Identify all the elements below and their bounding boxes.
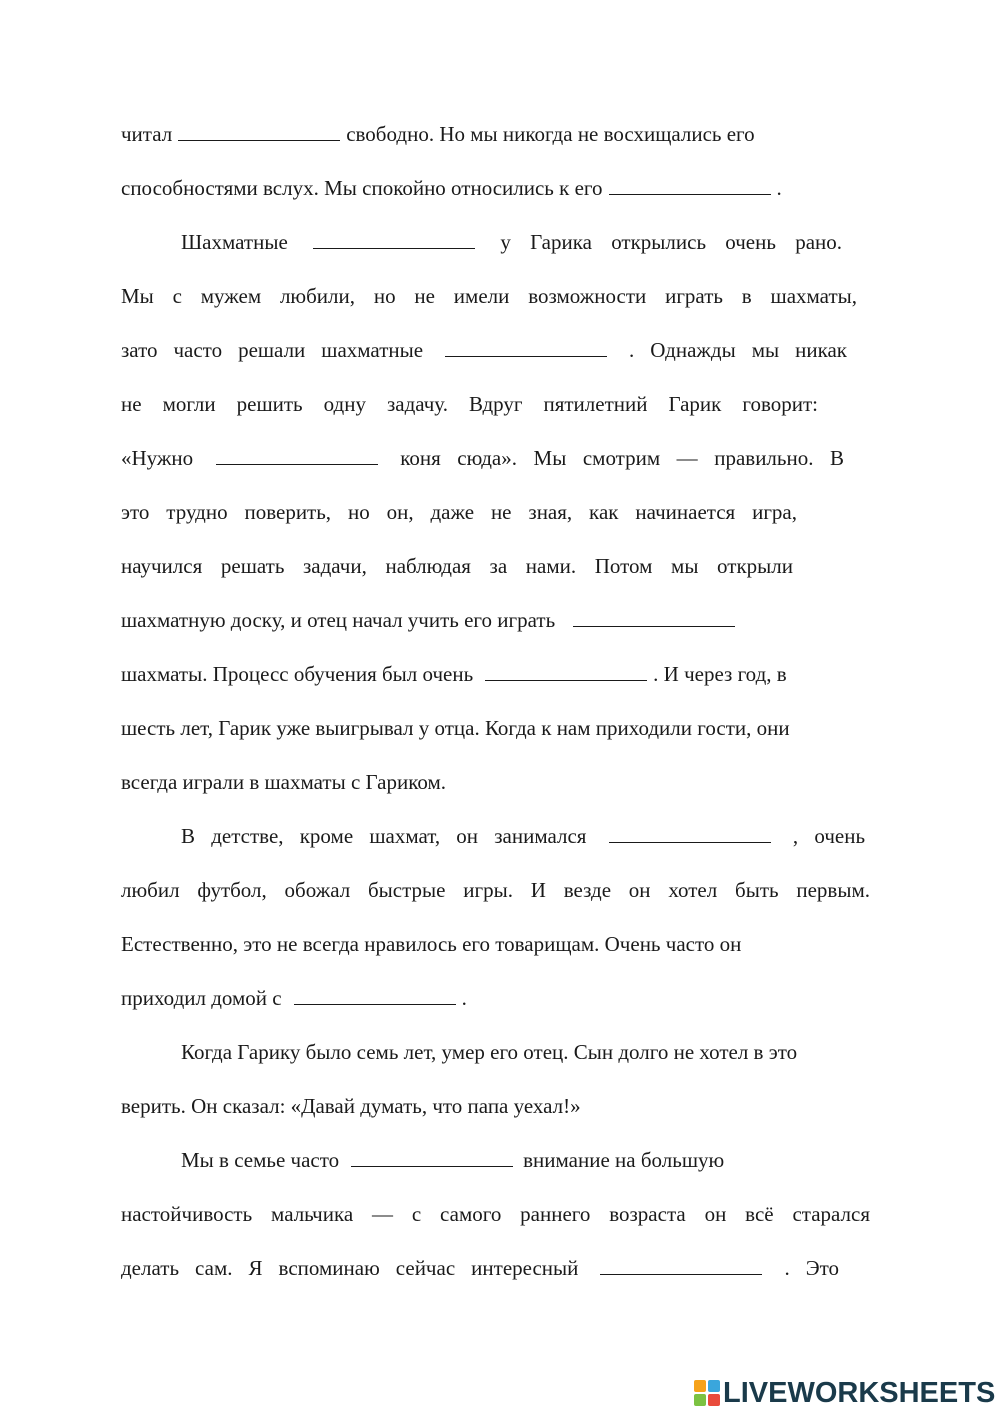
answer-blank-4[interactable] xyxy=(445,338,607,357)
answer-blank-5[interactable] xyxy=(216,446,378,465)
answer-blank-2[interactable] xyxy=(609,176,771,195)
text-line-20: Мы в семье часто внимание на большую xyxy=(181,1148,725,1172)
text-line-11: шахматы. Процесс обучения был очень . И через год, в xyxy=(121,662,787,686)
text-line-4: Мы с мужем любили, но не имели возможности играть в шахматы, xyxy=(121,284,857,308)
answer-blank-3[interactable] xyxy=(313,230,475,249)
answer-blank-10[interactable] xyxy=(351,1148,513,1167)
answer-blank-1[interactable] xyxy=(178,122,340,141)
answer-blank-6[interactable] xyxy=(573,608,735,627)
brand-logo-icon xyxy=(694,1380,720,1406)
text-line-12: шесть лет, Гарик уже выигрывал у отца. Когда к нам приходили гости, они xyxy=(121,716,790,740)
answer-blank-8[interactable] xyxy=(609,824,771,843)
text-line-15: любил футбол, обожал быстрые игры. И везде он хотел быть первым. xyxy=(121,878,870,902)
text-line-1: читал свободно. Но мы никогда не восхищались его xyxy=(121,122,755,146)
text-line-14: В детстве, кроме шахмат, он занимался , очень xyxy=(181,824,866,848)
text-line-19: верить. Он сказал: «Давай думать, что папа уехал!» xyxy=(121,1094,581,1118)
text-line-5: зато часто решали шахматные . Однажды мы никак xyxy=(121,338,848,362)
answer-blank-11[interactable] xyxy=(600,1256,762,1275)
brand-wordmark: LIVEWORKSHEETS xyxy=(723,1376,996,1409)
text-line-16: Естественно, это не всегда нравилось его товарищам. Очень часто он xyxy=(121,932,742,956)
text-line-13: всегда играли в шахматы с Гариком. xyxy=(121,770,446,794)
text-line-2: способностями вслух. Мы спокойно относились к его . xyxy=(121,176,782,200)
text-line-22: делать сам. Я вспоминаю сейчас интересный . Это xyxy=(121,1256,839,1280)
text-line-3: Шахматные у Гарика открылись очень рано. xyxy=(181,230,843,254)
text-line-10: шахматную доску, и отец начал учить его играть xyxy=(121,606,870,634)
text-line-17: приходил домой с . xyxy=(121,986,467,1010)
text-line-8: это трудно поверить, но он, даже не зная, как начинается игра, xyxy=(121,500,797,524)
answer-blank-7[interactable] xyxy=(485,662,647,681)
text-line-18: Когда Гарику было семь лет, умер его отец. Сын долго не хотел в это xyxy=(181,1040,798,1064)
text-line-9: научился решать задачи, наблюдая за нами. Потом мы открыли xyxy=(121,554,793,578)
liveworksheets-logo xyxy=(694,1378,995,1408)
text-line-6: не могли решить одну задачу. Вдруг пятилетний Гарик говорит: xyxy=(121,392,818,416)
text-line-7: «Нужно коня сюда». Мы смотрим — правильно. В xyxy=(121,446,845,470)
text-line-21: настойчивость мальчика — с самого раннего возраста он всё старался xyxy=(121,1202,870,1226)
answer-blank-9[interactable] xyxy=(294,986,456,1005)
